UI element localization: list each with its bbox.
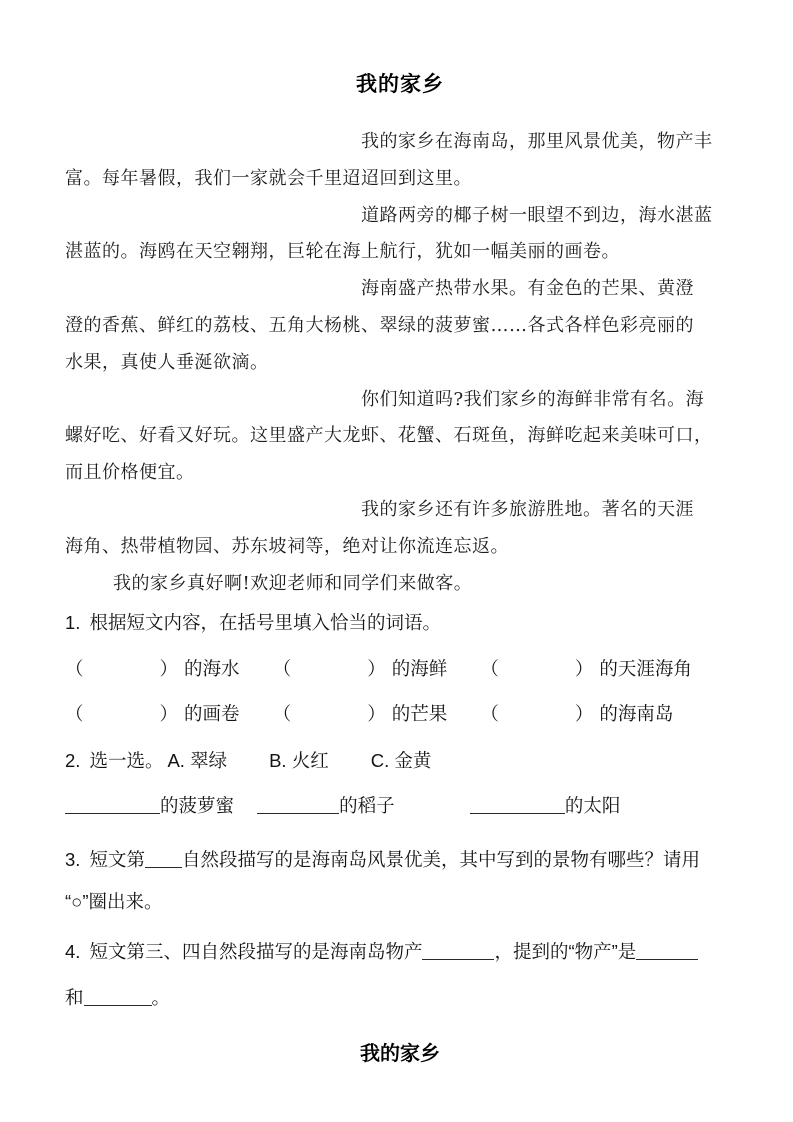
open-paren: （ [65,703,84,725]
answer-blank [65,794,160,814]
story-line: 富。每年暑假，我们一家就会千里迢迢回到这里。 [65,167,472,189]
question-text: ，提到的“物产”是 [494,941,637,963]
story-line: 你们知道吗?我们家乡的海鲜非常有名。海 [361,388,705,410]
blank-fill-item [470,795,621,816]
option-c: C. 金黄 [370,750,432,772]
story-line: 我的家乡还有许多旅游胜地。著名的天涯 [361,498,694,520]
question-text: 自然段描写的是海南岛风景优美，其中写到的景物有哪些？请用 [181,849,700,871]
question-line [65,975,735,1021]
question-number: 2. [65,750,81,772]
fill-in-label: 的芒果 [391,703,448,725]
question-number: 4. [65,941,81,963]
fill-in-item [480,703,673,724]
question-text: 短文第 [89,849,145,871]
story-line: 澄的香蕉、鲜红的荔枝、五角大杨桃、翠绿的菠萝蜜……各式各样色彩亮丽的 [65,314,694,336]
story-line: 而且价格便宜。 [65,462,195,484]
close-paren: ） [367,658,386,680]
question-line [65,929,735,975]
story-line: 我的家乡真好啊!欢迎老师和同学们来做客。 [113,572,473,594]
fill-in-item [65,703,240,724]
question-number: 1. [65,612,81,634]
question-2 [65,746,735,776]
question-text: 和 [65,987,84,1009]
story-line: 我的家乡在海南岛，那里风景优美，物产丰 [361,131,713,152]
question-number: 3. [65,849,81,871]
open-paren: （ [272,658,292,680]
open-paren: （ [65,658,84,680]
blank-fill-row [65,791,735,821]
close-paren: ） [159,703,179,725]
blank-label: 的稻子 [339,795,395,817]
story-line: 螺好吃、好看又好玩。这里盛产大龙虾、花蟹、石斑鱼，海鲜吃起来美味可口， [65,425,713,447]
blank-fill-item [65,795,234,816]
fill-in-label: 的画卷 [184,703,240,725]
fill-in-item [65,658,240,679]
question-line [65,839,735,881]
answer-blank [422,940,494,960]
question-1 [65,608,735,638]
question-text: 短文第三、四自然段描写的是海南岛物产 [89,941,423,963]
fill-in-label: 的海鲜 [391,658,448,680]
page-title: 我的家乡 [356,73,444,96]
answer-blank [84,986,152,1006]
close-paren: ） [574,658,594,680]
question-3 [65,839,735,923]
answer-blank [470,794,565,814]
question-line [65,881,735,923]
story-line: 湛蓝的。海鸥在天空翱翔，巨轮在海上航行，犹如一幅美丽的画卷。 [65,241,620,263]
story-line: 海角、热带植物园、苏东坡祠等，绝对让你流连忘返。 [65,535,509,557]
question-text: 根据短文内容，在括号里填入恰当的词语。 [89,612,441,634]
question-section [65,608,735,1021]
fill-in-item [273,658,448,679]
blank-fill-item [257,795,395,816]
fill-in-item [480,658,692,679]
open-paren: （ [272,703,292,725]
answer-blank [257,794,339,814]
answer-blank [145,848,182,868]
story-passage [65,124,735,602]
fill-in-label: 的天涯海角 [599,658,692,680]
story-line: 海南盛产热带水果。有金色的芒果、黄澄 [361,278,694,300]
story-line: 道路两旁的椰子树一眼望不到边，海水湛蓝 [361,204,713,226]
option-a: A. 翠绿 [167,750,228,772]
fill-in-row [65,699,735,729]
close-paren: ） [159,658,179,680]
story-line: 水果，真使人垂涎欲滴。 [65,351,269,373]
close-paren: ） [574,703,594,725]
question-text: 。 [151,987,171,1009]
question-text: 选一选。 [89,750,164,772]
blank-label: 的菠萝蜜 [160,795,235,817]
footer-title: 我的家乡 [360,1043,440,1066]
open-paren: （ [480,658,499,680]
question-4 [65,929,735,1021]
blank-label: 的太阳 [564,795,621,817]
open-paren: （ [480,703,499,725]
close-paren: ） [367,703,386,725]
answer-blank [636,940,698,960]
fill-in-row [65,654,735,684]
fill-in-item [273,703,448,724]
fill-in-label: 的海水 [184,658,240,680]
fill-in-label: 的海南岛 [599,703,674,725]
question-text: “○”圈出来。 [65,891,163,913]
option-b: B. 火红 [269,750,329,772]
